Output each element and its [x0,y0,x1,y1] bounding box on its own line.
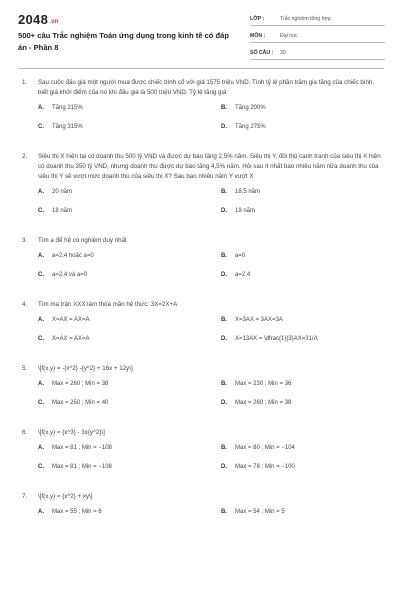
answer-options [18,508,384,527]
question-number: 5. [22,365,28,372]
option-text: Max = 80 ; Min = −104 [235,445,295,451]
question-item [18,78,384,142]
option-text: Tăng 200% [235,105,266,111]
answer-option[interactable] [18,104,201,123]
question-text: Tìm a để hệ có nghiệm duy nhất [38,237,127,244]
answer-option[interactable] [18,316,201,335]
option-letter: B. [221,509,227,515]
option-letter: B. [221,445,227,451]
answer-option[interactable] [201,188,384,207]
answer-options [18,380,384,418]
option-letter: A. [38,381,44,387]
option-text: 20 năm [52,189,73,195]
question-text-block [18,152,384,182]
answer-option[interactable] [201,252,384,271]
meta-row-count [250,48,385,60]
logo-text: 2048 [18,12,49,27]
option-letter: C. [38,464,44,470]
answer-option[interactable] [18,380,201,399]
option-text: Max = 81 ; Min = −108 [52,464,112,470]
question-text-block [18,364,384,374]
meta-row-subject [250,31,385,43]
question-text-block [18,78,384,98]
question-number: 6. [22,429,28,436]
question-text: \[f(x,y) = {x^2} + xy\] [38,493,93,500]
option-text: Max = 78 ; Min = −100 [235,464,295,470]
option-letter: B. [221,189,227,195]
meta-label: MÔN : [250,33,266,39]
question-number: 1. [22,79,28,86]
question-text: Siêu thị X hiện tại có doanh thu 500 tỷ VND và được dự báo tăng 2,5% năm. Siêu thị Y, đối thủ cạnh tranh của siêu thị X hiện có doanh thu 350 tỷ VND, nhưng doanh thu được dự báo tăng 4,5% năm. Hỏi sau ít nhất bao nhiêu năm nữa doanh thu của siêu thị Y sẽ vượt mức doanh thu của siêu thị X? Sau bao nhiêu năm Y vượt X [38,153,381,180]
option-letter: C. [38,124,44,130]
question-item [18,364,384,418]
meta-row-class [250,14,385,26]
answer-option[interactable] [18,123,201,142]
option-letter: C. [38,272,44,278]
meta-label: LỚP : [250,16,265,22]
option-text: 18 năm [52,208,73,214]
option-text: Tăng 275% [235,124,266,130]
answer-option[interactable] [18,207,201,226]
answer-option[interactable] [201,207,384,226]
document-title: 500+ câu Trắc nghiệm Toán ứng dụng trong kinh tế có đáp án - Phần 8 [18,31,230,52]
option-letter: D. [221,400,227,406]
option-text: a=0 [235,253,246,259]
question-list [18,78,384,537]
question-item [18,492,384,527]
option-letter: A. [38,189,44,195]
option-letter: A. [38,445,44,451]
document-meta [250,14,385,65]
answer-option[interactable] [201,463,384,482]
option-letter: A. [38,253,44,259]
answer-option[interactable] [201,335,384,354]
option-text: X=3AX = 3AX=3A [235,317,283,323]
option-letter: D. [221,272,227,278]
answer-option[interactable] [201,123,384,142]
option-letter: B. [221,381,227,387]
question-text: Tìm ma trận XXX làm thỏa mãn hệ thức: 3X=2X+A [38,301,178,308]
option-text: 18,5 năm [235,189,261,195]
option-text: a=2,4 và a=0 [52,272,88,278]
logo-suffix: .vn [49,19,59,25]
answer-option[interactable] [201,380,384,399]
option-letter: D. [221,124,227,130]
question-item [18,428,384,482]
question-item [18,300,384,354]
question-text: \[f(x,y) = -{x^2} -{y^2} + 16x + 12y\] [38,365,133,372]
meta-value: Đại học [280,33,298,39]
answer-option[interactable] [18,463,201,482]
question-item [18,236,384,290]
answer-option[interactable] [18,271,201,290]
question-number: 2. [22,153,28,160]
option-letter: A. [38,509,44,515]
option-letter: B. [221,317,227,323]
answer-option[interactable] [201,508,384,527]
answer-option[interactable] [201,271,384,290]
question-text: Sau cuộc đấu giá một người mua được chiếc bình cổ với giá 1575 triệu VND. Tính tỷ lệ phần trăm gia tăng của chiếc bình, biết giá khởi điểm của nó khi đấu giá là 500 triệu VND. Tỷ lệ tăng giá [38,79,375,96]
question-text-block [18,428,384,438]
option-text: X=AX = AX=A [52,317,90,323]
question-text: \[f(x,y) = {x^3} - 3x{y^2}\] [38,429,105,436]
header-divider [18,68,384,69]
option-letter: C. [38,208,44,214]
option-text: Max = 260 ; Min = 38 [235,400,292,406]
option-text: a=2,4 hoặc a=0 [52,253,94,259]
option-text: a=2,4 [235,272,251,278]
option-text: Max = 250 ; Min = 40 [52,400,109,406]
question-number: 7. [22,493,28,500]
option-letter: A. [38,105,44,111]
site-logo[interactable] [18,12,59,27]
option-letter: B. [221,253,227,259]
answer-option[interactable] [18,399,201,418]
option-letter: D. [221,208,227,214]
answer-options [18,444,384,482]
answer-option[interactable] [18,188,201,207]
option-text: 19 năm [235,208,256,214]
option-text: X=13AX = \dfrac{1}{3}AX=31/A [235,336,318,342]
answer-option[interactable] [201,444,384,463]
meta-label: SỐ CÂU : [250,50,274,56]
answer-options [18,188,384,226]
document-header [0,0,400,62]
option-text: Tăng 215% [52,105,83,111]
answer-options [18,316,384,354]
option-letter: C. [38,336,44,342]
option-letter: A. [38,317,44,323]
option-text: Tăng 315% [52,124,83,130]
question-item [18,152,384,226]
answer-option[interactable] [18,252,201,271]
answer-option[interactable] [18,444,201,463]
answer-options [18,104,384,142]
question-text-block [18,300,384,310]
question-text-block [18,236,384,246]
question-text-block [18,492,384,502]
option-letter: C. [38,400,44,406]
option-text: Max = 260 ; Min = 38 [52,381,109,387]
option-text: X=AX = AX=A [52,336,90,342]
answer-option[interactable] [201,399,384,418]
answer-options [18,252,384,290]
option-text: Max = 54 ; Min = 5 [235,509,285,515]
answer-option[interactable] [18,335,201,354]
option-text: Max = 81 ; Min = −108 [52,445,112,451]
meta-value: Trắc nghiệm tổng hợp [280,16,331,22]
answer-option[interactable] [201,104,384,123]
option-text: Max = 230 ; Min = 36 [235,381,292,387]
question-number: 4. [22,301,28,308]
option-letter: B. [221,105,227,111]
option-letter: D. [221,464,227,470]
option-letter: D. [221,336,227,342]
answer-option[interactable] [18,508,201,527]
question-number: 3. [22,237,28,244]
meta-value: 30 [280,50,286,56]
answer-option[interactable] [201,316,384,335]
option-text: Max = 55 ; Min = 6 [52,509,102,515]
